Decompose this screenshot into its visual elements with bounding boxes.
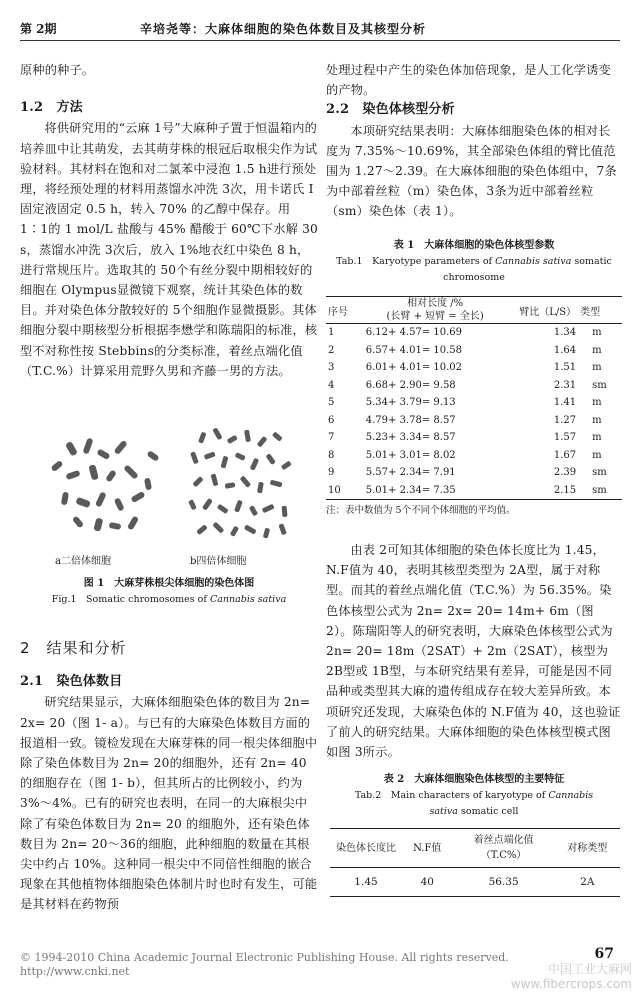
karyotype-parameters-table bbox=[326, 296, 622, 500]
table-row bbox=[326, 324, 622, 342]
table-2-title-en-line2: sativa somatic cell bbox=[429, 806, 519, 817]
table-1 bbox=[326, 296, 622, 516]
cell-index: 10 bbox=[328, 484, 341, 496]
cell-type: m bbox=[592, 327, 602, 339]
issue-number: 第 2期 bbox=[20, 22, 57, 36]
cell-relative-length: 5.01+ 3.01= 8.02 bbox=[365, 449, 456, 461]
cell-index: 5 bbox=[328, 397, 335, 409]
fig-label-b: b四倍体细胞 bbox=[190, 556, 247, 567]
left-results bbox=[20, 638, 318, 915]
diploid-cell-image bbox=[50, 437, 159, 531]
table-2-title-en: Tab.2 Main characters of karyotype of Cannabis bbox=[354, 790, 594, 801]
fig-label-a: a二倍体细胞 bbox=[55, 556, 111, 567]
cell-type: m bbox=[592, 344, 602, 356]
table-row bbox=[326, 377, 622, 395]
cell-relative-length: 5.23+ 3.34= 8.57 bbox=[365, 432, 456, 444]
figure-1-caption-cn: 图 1 大麻芽株根尖体细胞的染色体图 bbox=[83, 578, 255, 589]
table-row bbox=[330, 868, 620, 897]
karyotype-paragraph: 本项研究结果表明：大麻体细胞染色体的相对长度为 7.35%～10.69%，其全部染色体组的臂比值范围为 1.27～2.39。在大麻体细胞的染色体组中，7条为中部着丝粒（m）染色体，3条为近中部着丝粒（sm）染色体（表 1）。 bbox=[326, 123, 617, 219]
table-1-note: 注：表中数值为 5个不同个体细胞的平均值。 bbox=[326, 505, 516, 516]
running-title: 辛培尧等：大麻体细胞的染色体数目及其核型分析 bbox=[140, 22, 427, 36]
col-index-header: 序号 bbox=[326, 297, 364, 324]
cell-relative-length: 6.12+ 4.57= 10.69 bbox=[365, 327, 463, 339]
cell-arm-ratio: 1.57 bbox=[553, 432, 577, 444]
cell-type: sm bbox=[592, 467, 607, 479]
table-row bbox=[326, 342, 622, 360]
cell-index: 3 bbox=[328, 362, 335, 374]
cell-arm-ratio: 1.34 bbox=[553, 327, 577, 339]
table-1-caption bbox=[326, 238, 622, 286]
table-row bbox=[326, 359, 622, 377]
cell-index: 8 bbox=[328, 449, 335, 461]
cell-type: m bbox=[592, 449, 602, 461]
col-arm-ratio-header: 臂比（L/S） bbox=[507, 297, 579, 324]
col-nf-header: N.F值 bbox=[402, 829, 453, 868]
section-2-1-heading: 2.1 染色体数目 bbox=[20, 674, 123, 690]
table-2-title-cn: 表 2 大麻体细胞染色体核型的主要特征 bbox=[383, 774, 565, 785]
cell-type: m bbox=[592, 432, 602, 444]
copyright-footer: © 1994-2010 China Academic Journal Electronic Publishing House. All rights reserved. http://www.cnki.net bbox=[20, 951, 520, 978]
cell-relative-length: 6.01+ 4.01= 10.02 bbox=[365, 362, 463, 374]
section-2-heading: 2 结果和分析 bbox=[20, 639, 127, 657]
cell-type: sm bbox=[592, 379, 607, 391]
cell-arm-ratio: 1.41 bbox=[553, 397, 577, 409]
cell-index: 1 bbox=[328, 327, 335, 339]
analysis-paragraph: 由表 2可知其体细胞的染色体长度比为 1.45，N.F值为 40，表明其核型类型为 2A型，属于对称型。而其的着丝点端化值（T.C.%）为 56.35%。染色体核型公式为 2n= 2x= 20= 14m+ 6m（图 2）。陈瑞阳等人的研究表明，大麻染色体核型公式为 2n= 20= 18m（2SAT）+ 2m（2SAT），核型为 2B型或 1B型，与本研究结果有差异，可能是因不同品种或类型其大麻的遗传组成存在较大差异所致。本项研究还发现，大麻染色体的 N.F值为 40，这也验证了前人的研究结果。大麻体细胞的染色体核型模式图如图 3所示。 bbox=[326, 543, 621, 760]
cell-type: sm bbox=[592, 484, 607, 496]
cell-relative-length: 5.34+ 3.79= 9.13 bbox=[365, 397, 456, 409]
table-2 bbox=[330, 828, 620, 897]
cell-arm-ratio: 2.15 bbox=[553, 484, 577, 496]
table-row bbox=[326, 482, 622, 500]
methods-paragraph: 将供研究用的“云麻 1号”大麻种子置于恒温箱内的培养皿中让其萌发，去其萌芽株的根冠后取根尖作为试验材料。其材料在饱和对二氯苯中浸泡 1.5 h进行预处理，将经预处理的材料用蒸馏水冲洗 3次，用卡诺氏 Ⅰ固定液固定 0.5 h，转入 70% 的乙醇中保存。用 1∶1的 1 mol/L 盐酸与 45% 醋酸于 60℃下水解 30 s，蒸馏水冲洗 3次后，放入 1%地衣红中染色 8 h，进行常规压片。选取其的 50个有丝分裂中期相较好的细胞在 Olympus显微镜下观察，统计其染色体的数目。并对染色体分散较好的 5个细胞作显微摄影。其体细胞分裂中期核型分析根据李懋学和陈瑞阳的标准，核型不对称性按 Stebbins的分类标准，着丝点端化值（T.C.%）计算采用荒野久男和齐藤一男的方法。 bbox=[20, 121, 318, 378]
col-type-header: 类型 bbox=[578, 297, 622, 324]
section-1-2-heading: 1.2 方法 bbox=[20, 100, 83, 116]
col-relative-length-header: 相对长度 /% (长臂 + 短臂 = 全长) bbox=[364, 297, 507, 324]
table-row bbox=[326, 464, 622, 482]
left-column bbox=[20, 60, 318, 381]
cell-nf: 40 bbox=[420, 876, 434, 888]
cell-arm-ratio: 2.31 bbox=[553, 379, 577, 391]
cell-index: 4 bbox=[328, 379, 335, 391]
figure-1-caption-en: Fig.1 Somatic chromosomes of Cannabis sativa bbox=[51, 594, 287, 605]
table-row bbox=[326, 394, 622, 412]
cell-arm-ratio: 1.64 bbox=[553, 344, 577, 356]
table-2-caption bbox=[326, 772, 622, 820]
continued-text-right: 处理过程中产生的染色体加倍现象，是人工化学诱变的产物。 bbox=[326, 63, 611, 98]
col-tc-header: 着丝点端化值（T.C%） bbox=[453, 829, 555, 868]
table-1-title-en: Tab.1 Karyotype parameters of Cannabis sativa somatic chromosome bbox=[336, 256, 612, 283]
continued-text: 原种的种子。 bbox=[20, 63, 95, 77]
table-row bbox=[326, 412, 622, 430]
table-1-title-cn: 表 1 大麻体细胞的染色体核型参数 bbox=[393, 240, 555, 251]
figure-1-images bbox=[40, 420, 300, 550]
cell-relative-length: 6.57+ 4.01= 10.58 bbox=[365, 344, 463, 356]
cell-type: m bbox=[592, 414, 602, 426]
results-paragraph: 研究结果显示，大麻体细胞染色体的数目为 2n= 2x= 20（图 1- a）。与已有的大麻染色体数目方面的报道相一致。镜检发现在大麻芽株的同一根尖体细胞中除了染色体数目为 2n= 20的细胞外，还有 2n= 40的细胞存在（图 1- b），但其所占的比例较小，约为 3%～4%。已有的研究也表明，在同一的大麻根尖中除了有染色体数目为 2n= 20 的细胞外，还有染色体数目为 2n= 20～36的细胞，此种细胞的数量在其根尖中约占 10%。这种同一根尖中不同倍性细胞的嵌合现象在其他植物体细胞染色体制片时也时有发生，可能是其材料在药物预 bbox=[20, 695, 318, 912]
page-number: 67 bbox=[594, 946, 614, 962]
watermark bbox=[511, 962, 632, 992]
cell-tc: 56.35 bbox=[488, 876, 519, 888]
col-length-ratio-header: 染色体长度比 bbox=[330, 829, 402, 868]
watermark-line-1: 中国工业大麻网 bbox=[547, 962, 632, 976]
cell-symmetry: 2A bbox=[580, 876, 595, 888]
table-row bbox=[326, 447, 622, 465]
cell-relative-length: 6.68+ 2.90= 9.58 bbox=[365, 379, 456, 391]
section-2-2-heading: 2.2 染色体核型分析 bbox=[326, 102, 455, 118]
cell-arm-ratio: 1.27 bbox=[553, 414, 577, 426]
cell-index: 7 bbox=[328, 432, 335, 444]
tetraploid-cell-image bbox=[188, 427, 292, 538]
right-analysis bbox=[326, 540, 622, 762]
col-symmetry-header: 对称类型 bbox=[555, 829, 620, 868]
cell-arm-ratio: 1.67 bbox=[553, 449, 577, 461]
cell-index: 6 bbox=[328, 414, 335, 426]
table-row bbox=[326, 429, 622, 447]
cell-arm-ratio: 2.39 bbox=[553, 467, 577, 479]
cell-type: m bbox=[592, 362, 602, 374]
watermark-line-2: www.fibercrops.com bbox=[510, 977, 632, 991]
cell-index: 9 bbox=[328, 467, 335, 479]
cell-length-ratio: 1.45 bbox=[354, 876, 378, 888]
cell-arm-ratio: 1.51 bbox=[553, 362, 577, 374]
cell-relative-length: 5.57+ 2.34= 7.91 bbox=[365, 467, 456, 479]
right-column bbox=[326, 60, 622, 222]
figure-1-caption bbox=[20, 576, 318, 608]
chromosome-micrographs bbox=[40, 420, 300, 550]
cell-type: m bbox=[592, 397, 602, 409]
cell-relative-length: 5.01+ 2.34= 7.35 bbox=[365, 484, 456, 496]
cell-relative-length: 4.79+ 3.78= 8.57 bbox=[365, 414, 456, 426]
karyotype-characters-table bbox=[330, 828, 620, 897]
running-header bbox=[20, 18, 620, 41]
cell-index: 2 bbox=[328, 344, 335, 356]
